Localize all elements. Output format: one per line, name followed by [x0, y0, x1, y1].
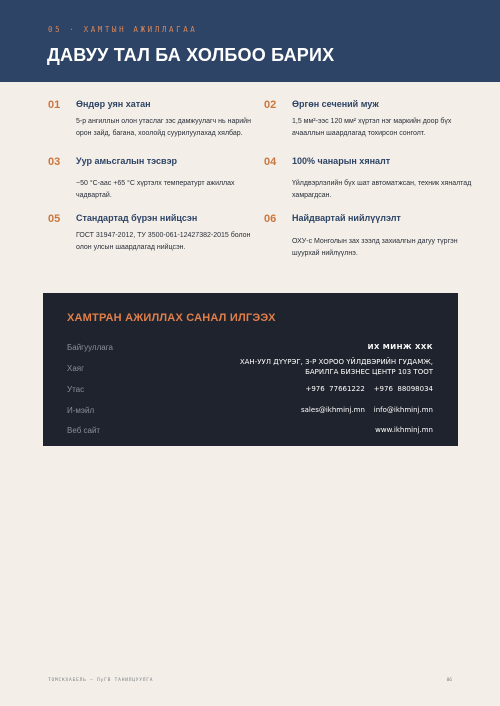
feature-description: ОХУ-с Монголын зах зээлд захиалгын дагуу түргэн шуурхай нийлүүлнэ.: [292, 238, 458, 257]
feature-description: Үйлдвэрлэлийн бүх шат автоматжсан, техник хяналтад хамрагдсан.: [292, 180, 472, 199]
contact-label-organization: Байгууллага: [67, 343, 113, 352]
feature-title: Өргөн сечений муж: [292, 99, 379, 109]
contact-value-website[interactable]: www.ikhminj.mn: [375, 426, 433, 434]
feature-title: Найдвартай нийлүүлэлт: [292, 213, 401, 223]
contact-label-website: Веб сайт: [67, 426, 101, 435]
feature-description: −50 °C-аас +65 °C хүртэлх температурт ажиллах чадвартай.: [76, 180, 235, 199]
page-header: [0, 0, 500, 82]
feature-number: 01: [48, 99, 61, 111]
feature-title: Стандартад бүрэн нийцсэн: [76, 213, 198, 223]
footer-document-name: ТОМСКХАБЕЛЬ — ПуГВ ТАНИЛЦУУЛГА: [48, 678, 154, 683]
feature-title: Өндөр уян хатан: [76, 99, 151, 109]
feature-number: 04: [264, 156, 277, 168]
page-title: ДАВУУ ТАЛ БА ХОЛБОО БАРИХ: [47, 45, 335, 65]
feature-description: ГОСТ 31947-2012, ТУ 3500-061-12427382-2015 болон олон улсын шаардлагад нийцсэн.: [76, 232, 251, 251]
feature-title: Уур амьсгалын тэсвэр: [76, 156, 178, 166]
contact-label-address: Хаяг: [67, 364, 85, 373]
contact-label-email: И-мэйл: [67, 406, 95, 415]
contact-value-phone[interactable]: +976 77661222 +976 88098034: [305, 385, 433, 393]
feature-number: 05: [48, 213, 61, 225]
feature-description: 1,5 мм²-ээс 120 мм² хүртэл нэг маркийн доор бүх ачааллын шаардлагад тохирсон сонголт.: [292, 118, 452, 137]
contact-value-address: ХАН-УУЛ ДҮҮРЭГ, 3-Р ХОРОО ҮЙЛДВЭРИЙН ГУДАМЖ, БАРИЛГА БИЗНЕС ЦЕНТР 103 ТООТ: [239, 358, 433, 376]
footer-page-number: 06: [446, 678, 452, 683]
feature-description: 5-р ангиллын олон утаслаг зэс дамжуулагч нь нарийн орон зайд, багана, хоолойд суурилуулахад хялбар.: [76, 118, 251, 137]
contact-label-phone: Утас: [67, 385, 85, 394]
feature-number: 02: [264, 99, 277, 111]
feature-number: 03: [48, 156, 61, 168]
contact-panel: [43, 293, 458, 446]
contact-value-email[interactable]: sales@ikhminj.mn info@ikhminj.mn: [301, 406, 433, 414]
feature-title: 100% чанарын хяналт: [292, 156, 391, 166]
feature-number: 06: [264, 213, 277, 225]
contact-title: ХАМТРАН АЖИЛЛАХ САНАЛ ИЛГЭЭХ: [67, 312, 276, 324]
contact-value-organization: ИХ МИНЖ ХХК: [367, 343, 433, 351]
section-kicker: 05 · ХАМТЫН АЖИЛЛАГАА: [48, 25, 198, 34]
